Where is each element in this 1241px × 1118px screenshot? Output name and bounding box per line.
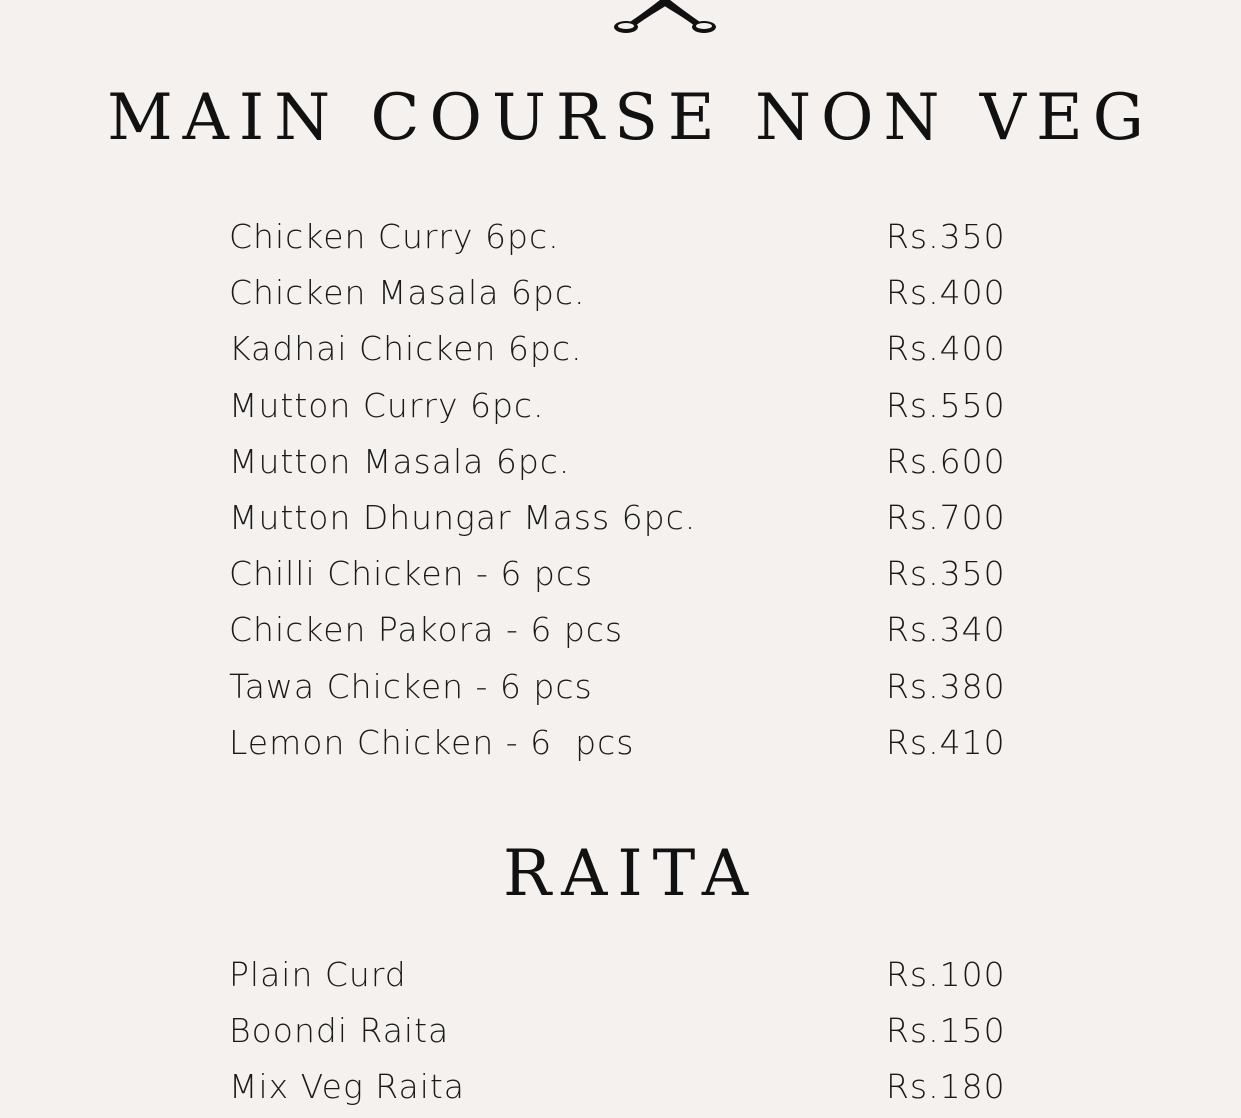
item-price: Rs.100 — [886, 955, 1006, 994]
menu-item — [229, 1005, 1029, 1061]
item-price: Rs.410 — [886, 722, 1006, 762]
menu-item — [229, 717, 1029, 773]
item-name: Mutton Masala 6pc. — [229, 441, 571, 481]
item-price: Rs.700 — [886, 497, 1006, 537]
raita-list — [229, 949, 1029, 1118]
item-name: Chicken Pakora - 6 pcs — [229, 610, 624, 650]
menu-item — [229, 267, 1029, 323]
item-name: Mutton Curry 6pc. — [229, 385, 545, 425]
main-course-title: MAIN COURSE NON VEG — [107, 81, 1154, 155]
menu-item — [229, 380, 1029, 436]
item-name: Plain Curd — [229, 955, 407, 994]
item-name: Boondi Raita — [229, 1011, 450, 1051]
item-price: Rs.350 — [886, 554, 1006, 594]
item-price: Rs.600 — [886, 441, 1006, 481]
item-price: Rs.550 — [886, 385, 1006, 425]
menu-item — [229, 323, 1029, 379]
menu-item — [229, 949, 1029, 1005]
item-name: Kadhai Chicken 6pc. — [229, 329, 583, 369]
menu-item — [229, 661, 1029, 717]
item-name: Chicken Masala 6pc. — [229, 273, 586, 313]
item-price: Rs.340 — [886, 610, 1006, 650]
item-name: Lemon Chicken - 6 pcs — [229, 722, 635, 762]
item-name: Chilli Chicken - 6 pcs — [229, 554, 594, 594]
item-price: Rs.380 — [886, 666, 1006, 706]
menu-item — [229, 436, 1029, 492]
item-name: Chicken Curry 6pc. — [229, 217, 560, 256]
menu-item — [229, 211, 1029, 267]
item-price: Rs.350 — [886, 217, 1006, 256]
item-name: Mix Veg Raita — [229, 1067, 466, 1107]
menu-item — [229, 492, 1029, 548]
item-price: Rs.400 — [886, 329, 1006, 369]
cutlery-icon — [610, 0, 720, 34]
item-name: Tawa Chicken - 6 pcs — [229, 666, 593, 706]
item-name: Mutton Dhungar Mass 6pc. — [229, 497, 697, 537]
item-price: Rs.400 — [886, 273, 1006, 313]
raita-title: RAITA — [502, 837, 759, 911]
item-price: Rs.180 — [886, 1067, 1006, 1107]
menu-item — [229, 1061, 1029, 1117]
main-course-list — [229, 211, 1029, 773]
menu-item — [229, 604, 1029, 660]
item-price: Rs.150 — [886, 1011, 1006, 1051]
menu-item — [229, 548, 1029, 604]
